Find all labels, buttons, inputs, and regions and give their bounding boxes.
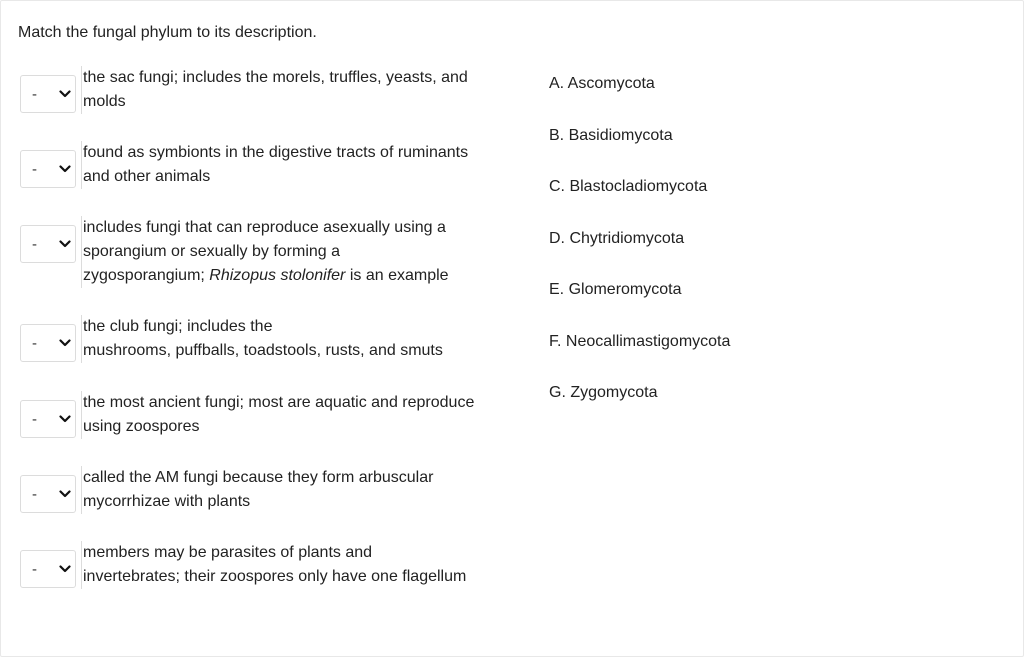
dropdown-selected-value: - [32,236,37,253]
description-line: called the AM fungi because they form arbuscular [83,469,434,486]
description-line: members may be parasites of plants and [83,544,373,561]
species-name: Rhizopus stolonifer [209,267,346,284]
answer-choice-b: B. Basidiomycota [549,127,673,144]
description-3 [81,216,523,288]
chevron-down-icon [59,414,71,424]
dropdown-selected-value: - [32,486,37,503]
answer-dropdown-3[interactable] [20,225,76,263]
answer-dropdown-5[interactable] [20,400,76,438]
chevron-down-icon [59,564,71,574]
description-text: zygosporangium; [83,267,210,284]
description-7 [81,541,523,589]
description-line: molds [83,93,126,110]
answer-dropdown-4[interactable] [20,324,76,362]
description-line: the sac fungi; includes the morels, truffles, yeasts, and [83,69,468,86]
description-4 [81,315,523,363]
answer-dropdown-1[interactable] [20,75,76,113]
chevron-down-icon [59,164,71,174]
description-line: invertebrates; their zoospores only have one flagellum [83,568,467,585]
question-prompt: Match the fungal phylum to its description. [18,24,317,41]
description-line: sporangium or sexually by forming a [83,243,341,260]
description-6 [81,466,523,514]
answer-dropdown-2[interactable] [20,150,76,188]
description-line: mycorrhizae with plants [83,493,251,510]
chevron-down-icon [59,239,71,249]
answer-choice-g: G. Zygomycota [549,384,658,401]
description-line: using zoospores [83,418,200,435]
dropdown-selected-value: - [32,335,37,352]
answer-choice-d: D. Chytridiomycota [549,230,685,247]
description-line [83,264,523,288]
answer-choice-a: A. Ascomycota [549,75,655,92]
description-line: includes fungi that can reproduce asexually using a [83,219,446,236]
chevron-down-icon [59,338,71,348]
description-5 [81,391,523,439]
description-line: found as symbionts in the digestive tracts of ruminants [83,144,469,161]
dropdown-selected-value: - [32,411,37,428]
description-line: the club fungi; includes the [83,318,273,335]
description-1 [81,66,523,114]
answer-choice-e: E. Glomeromycota [549,281,682,298]
dropdown-selected-value: - [32,86,37,103]
description-line: mushrooms, puffballs, toadstools, rusts, and smuts [83,342,443,359]
dropdown-selected-value: - [32,561,37,578]
description-text: is an example [345,267,449,284]
chevron-down-icon [59,89,71,99]
answer-dropdown-7[interactable] [20,550,76,588]
description-line: the most ancient fungi; most are aquatic and reproduce [83,394,475,411]
dropdown-selected-value: - [32,161,37,178]
description-line: and other animals [83,168,211,185]
chevron-down-icon [59,489,71,499]
answer-choice-f: F. Neocallimastigomycota [549,333,731,350]
answer-dropdown-6[interactable] [20,475,76,513]
answer-choice-c: C. Blastocladiomycota [549,178,708,195]
description-2 [81,141,523,189]
